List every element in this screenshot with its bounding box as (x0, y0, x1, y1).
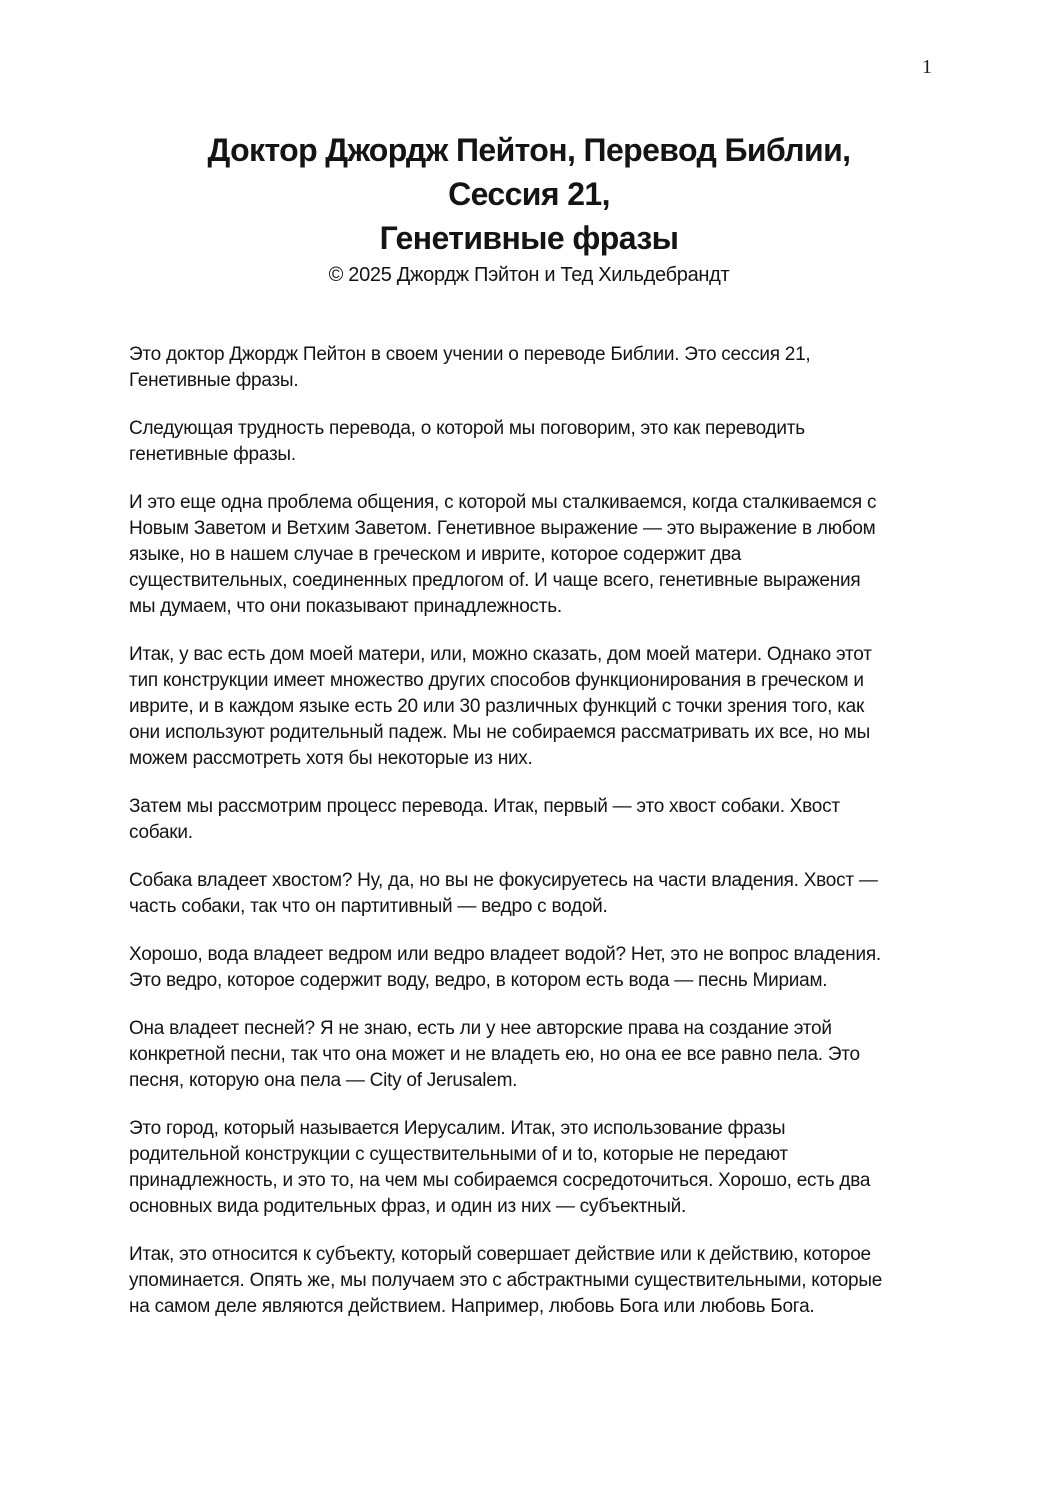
paragraph (129, 490, 938, 620)
text-line: основных вида родительных фраз, и один из них — субъектный. (129, 1196, 687, 1217)
text-line: Собака владеет хвостом? Ну, да, но вы не фокусируетесь на части владения. Хвост — (129, 870, 878, 891)
text-line: существительных, соединенных предлогом of. И чаще всего, генетивные выражения (129, 570, 861, 591)
text-line: Генетивные фразы. (129, 370, 299, 391)
text-line: родительной конструкции с существительными of и to, которые не передают (129, 1144, 788, 1165)
text-line: Итак, у вас есть дом моей матери, или, можно сказать, дом моей матери. Однако этот (129, 644, 872, 665)
paragraph (129, 416, 938, 468)
text-line: тип конструкции имеет множество других способов функционирования в греческом и (129, 670, 864, 691)
text-line: Это город, который называется Иерусалим. Итак, это использование фразы (129, 1118, 786, 1139)
text-line: Итак, это относится к субъекту, который совершает действие или к действию, которое (129, 1244, 871, 1265)
text-line: Новым Заветом и Ветхим Заветом. Генетивное выражение — это выражение в любом (129, 518, 876, 539)
paragraph (129, 1016, 938, 1094)
text-line: часть собаки, так что он партитивный — ведро с водой. (129, 896, 608, 917)
text-line: упоминается. Опять же, мы получаем это с абстрактными существительными, которые (129, 1270, 883, 1291)
document-body (129, 342, 938, 1320)
text-line: Это ведро, которое содержит воду, ведро, в котором есть вода — песнь Мириам. (129, 970, 828, 991)
text-line: языке, но в нашем случае в греческом и иврите, которое содержит два (129, 544, 742, 565)
paragraph (129, 642, 938, 772)
text-line: принадлежность, и это то, на чем мы собираемся сосредоточиться. Хорошо, есть два (129, 1170, 871, 1191)
text-line: песня, которую она пела — City of Jerusalem. (129, 1070, 518, 1091)
text-line: можем рассмотреть хотя бы некоторые из них. (129, 748, 533, 769)
paragraph (129, 1242, 938, 1320)
paragraph (129, 342, 938, 394)
paragraph (129, 794, 938, 846)
paragraph (129, 942, 938, 994)
text-line: Она владеет песней? Я не знаю, есть ли у нее авторские права на создание этой (129, 1018, 832, 1039)
text-line: мы думаем, что они показывают принадлежность. (129, 596, 562, 617)
text-line: на самом деле являются действием. Например, любовь Бога или любовь Бога. (129, 1296, 815, 1317)
text-line: собаки. (129, 822, 193, 843)
document-header (0, 128, 1058, 288)
document-title-line-3: Генетивные фразы (379, 220, 679, 256)
text-line: Затем мы рассмотрим процесс перевода. Итак, первый — это хвост собаки. Хвост (129, 796, 840, 817)
text-line: Следующая трудность перевода, о которой мы поговорим, это как переводить (129, 418, 805, 439)
text-line: Это доктор Джордж Пейтон в своем учении о переводе Библии. Это сессия 21, (129, 344, 811, 365)
page-number: 1 (922, 56, 932, 78)
text-line: конкретной песни, так что она может и не владеть ею, но она ее все равно пела. Это (129, 1044, 860, 1065)
text-line: И это еще одна проблема общения, с которой мы сталкиваемся, когда сталкиваемся с (129, 492, 877, 513)
paragraph (129, 1116, 938, 1220)
text-line: они используют родительный падеж. Мы не собираемся рассматривать их все, но мы (129, 722, 871, 743)
text-line: иврите, и в каждом языке есть 20 или 30 различных функций с точки зрения того, как (129, 696, 865, 717)
copyright-line: © 2025 Джордж Пэйтон и Тед Хильдебрандт (328, 264, 730, 286)
text-line: генетивные фразы. (129, 444, 296, 465)
text-line: Хорошо, вода владеет ведром или ведро владеет водой? Нет, это не вопрос владения. (129, 944, 881, 965)
paragraph (129, 868, 938, 920)
document-title-line-2: Сессия 21, (448, 176, 610, 212)
document-title-line-1: Доктор Джордж Пейтон, Перевод Библии, (207, 132, 851, 168)
